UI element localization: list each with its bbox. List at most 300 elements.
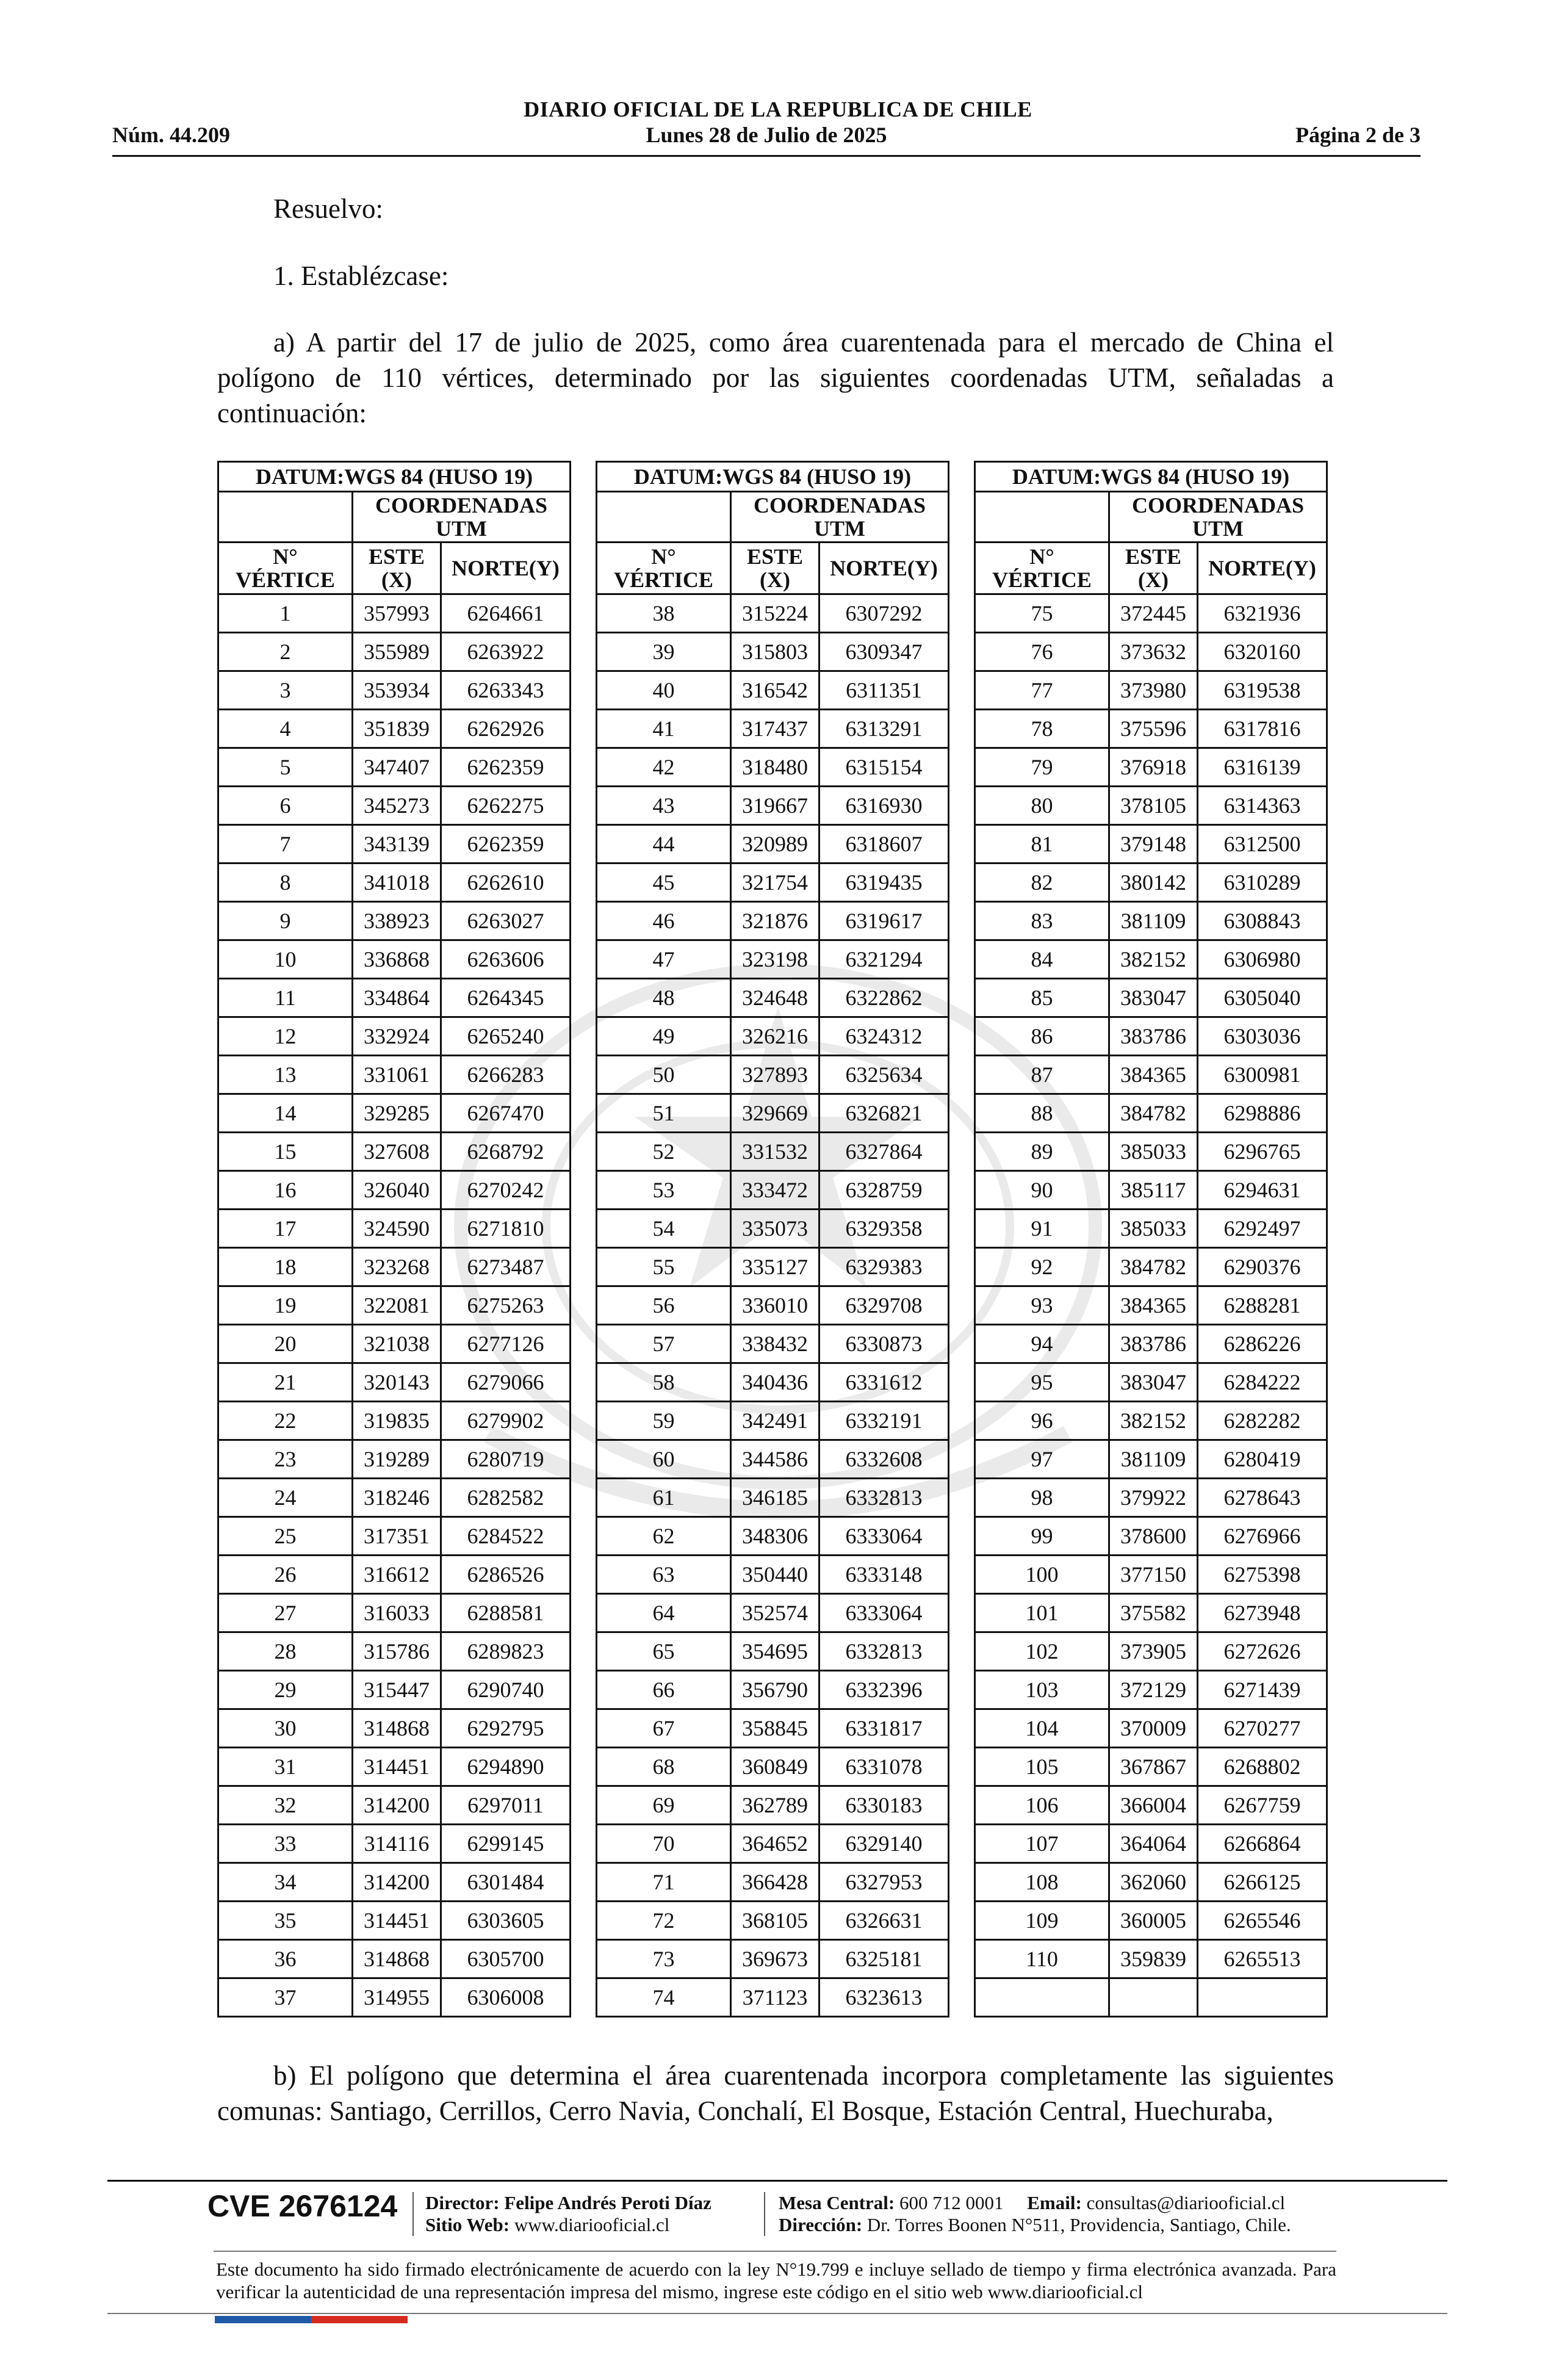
vertex-number-cell: 26 [218, 1556, 353, 1594]
vertex-number-cell: 92 [975, 1248, 1109, 1286]
este-cell: 341018 [353, 864, 441, 902]
este-cell: 324648 [731, 979, 819, 1017]
table-row [975, 1594, 1327, 1632]
este-cell: 315803 [731, 633, 819, 671]
norte-cell: 6282582 [441, 1479, 571, 1517]
norte-cell: 6310289 [1198, 864, 1327, 902]
vertex-header-line1: N° [1029, 544, 1054, 569]
este-cell: 373905 [1109, 1632, 1198, 1671]
vertex-number-cell: 47 [597, 940, 731, 979]
vertex-header-line1: N° [273, 544, 298, 569]
este-cell: 329669 [731, 1094, 819, 1133]
este-cell: 382152 [1109, 940, 1198, 979]
norte-cell: 6325634 [819, 1056, 949, 1094]
signature-notice: Este documento ha sido firmado electrónicamente de acuerdo con la ley N°19.799 e incluye sellado de tiempo y firma electrónica avanzada. Para verificar la autenticidad de una representación impresa del mismo, ingrese este código en el sitio web www.diariooficial.cl [216, 2259, 1336, 2302]
este-cell: 323268 [353, 1248, 441, 1286]
este-cell: 384782 [1109, 1094, 1198, 1133]
vertex-number-cell: 84 [975, 940, 1109, 979]
este-header-line2: (X) [381, 568, 412, 592]
vertex-number-cell: 109 [975, 1902, 1109, 1940]
norte-cell: 6319435 [819, 864, 949, 902]
vertex-number-cell: 8 [218, 864, 353, 902]
norte-cell: 6266125 [1198, 1863, 1327, 1902]
este-cell: 333472 [731, 1171, 819, 1210]
este-cell: 316033 [353, 1594, 441, 1632]
vertex-number-cell: 53 [597, 1171, 731, 1210]
norte-cell: 6292497 [1198, 1210, 1327, 1248]
norte-cell: 6265546 [1198, 1902, 1327, 1940]
norte-cell: 6332396 [819, 1671, 949, 1709]
este-cell: 354695 [731, 1632, 819, 1671]
este-cell: 314868 [353, 1709, 441, 1748]
table-row [218, 1056, 571, 1094]
este-cell: 321038 [353, 1325, 441, 1363]
este-cell: 331532 [731, 1133, 819, 1171]
vertex-number-cell: 40 [597, 671, 731, 710]
coordinates-header [353, 492, 571, 543]
vertex-number-cell: 49 [597, 1017, 731, 1056]
table-row [218, 1325, 571, 1363]
vertex-number-cell: 16 [218, 1171, 353, 1210]
table-row [975, 1133, 1327, 1171]
cve-code: CVE 2676124 [207, 2189, 398, 2223]
norte-cell: 6278643 [1198, 1479, 1327, 1517]
table-row [218, 1440, 571, 1479]
este-cell: 326040 [353, 1171, 441, 1210]
este-cell: 314451 [353, 1748, 441, 1786]
table-row [975, 1940, 1327, 1978]
este-cell: 324590 [353, 1210, 441, 1248]
norte-cell: 6332813 [819, 1632, 949, 1671]
este-cell: 340436 [731, 1363, 819, 1402]
vertex-number-cell: 45 [597, 864, 731, 902]
norte-cell: 6321936 [1198, 594, 1327, 633]
table-row [597, 902, 949, 940]
norte-cell: 6263027 [441, 902, 571, 940]
vertex-number-cell: 25 [218, 1517, 353, 1556]
website-label: Sitio Web: [425, 2214, 510, 2235]
este-header-line1: ESTE [1125, 544, 1182, 569]
este-cell: 321876 [731, 902, 819, 940]
norte-cell [1198, 1978, 1327, 2017]
table-row [597, 940, 949, 979]
vertex-number-cell: 96 [975, 1402, 1109, 1440]
vertex-number-cell: 10 [218, 940, 353, 979]
norte-cell: 6331612 [819, 1363, 949, 1402]
este-cell: 383786 [1109, 1017, 1198, 1056]
norte-cell: 6262926 [441, 710, 571, 748]
vertex-number-cell: 43 [597, 787, 731, 825]
norte-cell: 6305040 [1198, 979, 1327, 1017]
norte-cell: 6331078 [819, 1748, 949, 1786]
table-row [218, 1632, 571, 1671]
vertex-number-cell: 110 [975, 1940, 1109, 1978]
table-row [597, 979, 949, 1017]
table-row [218, 1825, 571, 1863]
vertex-number-cell: 72 [597, 1902, 731, 1940]
vertex-number-cell: 48 [597, 979, 731, 1017]
vertex-number-cell: 70 [597, 1825, 731, 1863]
norte-cell: 6327953 [819, 1863, 949, 1902]
table-row [218, 864, 571, 902]
vertex-number-cell: 94 [975, 1325, 1109, 1363]
norte-cell: 6319617 [819, 902, 949, 940]
footer-contact-block [779, 2192, 1291, 2236]
table-row [218, 710, 571, 748]
table-row [975, 671, 1327, 710]
este-cell: 371123 [731, 1978, 819, 2017]
vertex-number-cell: 33 [218, 1825, 353, 1863]
header-row [112, 122, 1421, 150]
table-row [218, 1286, 571, 1325]
norte-cell: 6264661 [441, 594, 571, 633]
email-link[interactable]: consultas@diariooficial.cl [1086, 2192, 1286, 2213]
este-cell: 369673 [731, 1940, 819, 1978]
vertex-number-cell: 35 [218, 1902, 353, 1940]
table-row [975, 1825, 1327, 1863]
table-row [218, 825, 571, 864]
table-row [975, 1210, 1327, 1248]
norte-cell: 6284222 [1198, 1363, 1327, 1402]
table-row [975, 1863, 1327, 1902]
table-row [218, 1902, 571, 1940]
table-row [218, 1709, 571, 1748]
vertex-number-cell: 38 [597, 594, 731, 633]
table-row [975, 1248, 1327, 1286]
este-cell: 383047 [1109, 979, 1198, 1017]
este-cell: 384365 [1109, 1286, 1198, 1325]
table-row [218, 1402, 571, 1440]
este-cell: 319667 [731, 787, 819, 825]
table-row [597, 671, 949, 710]
este-cell: 331061 [353, 1056, 441, 1094]
norte-cell: 6270242 [441, 1171, 571, 1210]
table-row [975, 864, 1327, 902]
este-cell: 346185 [731, 1479, 819, 1517]
table-row [597, 1171, 949, 1210]
norte-cell: 6305700 [441, 1940, 571, 1978]
table-row [218, 940, 571, 979]
norte-cell: 6290740 [441, 1671, 571, 1709]
vertex-header [597, 543, 731, 594]
table-row [975, 1479, 1327, 1517]
norte-cell: 6288281 [1198, 1286, 1327, 1325]
table-row [597, 1094, 949, 1133]
este-cell: 338923 [353, 902, 441, 940]
este-cell: 377150 [1109, 1556, 1198, 1594]
vertex-number-cell: 44 [597, 825, 731, 864]
norte-cell: 6313291 [819, 710, 949, 748]
table-row [597, 825, 949, 864]
norte-cell: 6266283 [441, 1056, 571, 1094]
norte-cell: 6289823 [441, 1632, 571, 1671]
table-row [597, 864, 949, 902]
vertex-number-cell: 106 [975, 1786, 1109, 1825]
norte-cell: 6292795 [441, 1709, 571, 1748]
table-row [218, 633, 571, 671]
este-cell: 381109 [1109, 1440, 1198, 1479]
este-header [1109, 543, 1198, 594]
vertex-number-cell: 42 [597, 748, 731, 787]
table-row [975, 1440, 1327, 1479]
vertex-number-cell: 65 [597, 1632, 731, 1671]
vertex-number-cell: 104 [975, 1709, 1109, 1748]
table-row [597, 1325, 949, 1363]
vertex-number-cell: 62 [597, 1517, 731, 1556]
vertex-number-cell: 105 [975, 1748, 1109, 1786]
vertex-number-cell: 52 [597, 1133, 731, 1171]
contact-line [779, 2192, 1291, 2214]
table-row [597, 1632, 949, 1671]
norte-cell: 6267759 [1198, 1786, 1327, 1825]
norte-cell: 6328759 [819, 1171, 949, 1210]
website-line [425, 2214, 711, 2236]
este-cell: 373632 [1109, 633, 1198, 671]
este-cell: 364652 [731, 1825, 819, 1863]
norte-cell: 6332813 [819, 1479, 949, 1517]
vertex-number-cell: 5 [218, 748, 353, 787]
table-row [975, 902, 1327, 940]
vertex-number-cell: 100 [975, 1556, 1109, 1594]
este-cell: 367867 [1109, 1748, 1198, 1786]
issue-number: Núm. 44.209 [112, 123, 231, 147]
website-link[interactable]: www.diariooficial.cl [514, 2214, 670, 2235]
table-row [597, 1479, 949, 1517]
table-row [597, 1709, 949, 1748]
table-row [975, 710, 1327, 748]
vertex-number-cell: 74 [597, 1978, 731, 2017]
norte-cell: 6263343 [441, 671, 571, 710]
table-row [218, 1671, 571, 1709]
table-row [597, 1786, 949, 1825]
este-cell: 385033 [1109, 1133, 1198, 1171]
norte-cell: 6273948 [1198, 1594, 1327, 1632]
este-cell: 323198 [731, 940, 819, 979]
table-row [597, 1248, 949, 1286]
este-cell: 343139 [353, 825, 441, 864]
vertex-number-cell: 107 [975, 1825, 1109, 1863]
norte-cell: 6308843 [1198, 902, 1327, 940]
este-cell: 326216 [731, 1017, 819, 1056]
table-row [975, 1671, 1327, 1709]
table-row [597, 1556, 949, 1594]
este-cell: 384782 [1109, 1248, 1198, 1286]
vertex-header [975, 543, 1109, 594]
footer-separator [412, 2192, 414, 2236]
este-cell: 355989 [353, 633, 441, 671]
este-cell: 314868 [353, 1940, 441, 1978]
norte-cell: 6320160 [1198, 633, 1327, 671]
table-row [218, 979, 571, 1017]
norte-cell: 6265513 [1198, 1940, 1327, 1978]
table-body [218, 594, 571, 2017]
vertex-number-cell: 27 [218, 1594, 353, 1632]
publication-title: DIARIO OFICIAL DE LA REPUBLICA DE CHILE [524, 97, 1032, 121]
norte-cell: 6322862 [819, 979, 949, 1017]
norte-cell: 6297011 [441, 1786, 571, 1825]
vertex-number-cell: 7 [218, 825, 353, 864]
vertex-number-cell: 88 [975, 1094, 1109, 1133]
norte-cell: 6321294 [819, 940, 949, 979]
este-header [731, 543, 819, 594]
flag-stripe-blue [215, 2316, 311, 2323]
norte-cell: 6332608 [819, 1440, 949, 1479]
coordinates-header-line2: UTM [436, 516, 487, 541]
table-row [975, 1363, 1327, 1402]
este-cell: 314116 [353, 1825, 441, 1863]
este-cell: 344586 [731, 1440, 819, 1479]
este-cell: 332924 [353, 1017, 441, 1056]
email-label: Email: [1027, 2192, 1082, 2213]
este-cell: 336868 [353, 940, 441, 979]
norte-cell: 6306980 [1198, 940, 1327, 979]
norte-cell: 6280719 [441, 1440, 571, 1479]
este-cell: 322081 [353, 1286, 441, 1325]
este-cell: 381109 [1109, 902, 1198, 940]
este-cell: 345273 [353, 787, 441, 825]
este-cell: 360005 [1109, 1902, 1198, 1940]
empty-header-cell [975, 492, 1109, 543]
norte-cell: 6330873 [819, 1325, 949, 1363]
table-row [597, 1402, 949, 1440]
este-cell: 329285 [353, 1094, 441, 1133]
vertex-number-cell: 24 [218, 1479, 353, 1517]
table-row [597, 1363, 949, 1402]
norte-cell: 6325181 [819, 1940, 949, 1978]
norte-cell: 6329358 [819, 1210, 949, 1248]
vertex-number-cell: 19 [218, 1286, 353, 1325]
table-row [975, 1902, 1327, 1940]
norte-cell: 6271439 [1198, 1671, 1327, 1709]
table-row [218, 1248, 571, 1286]
este-header [353, 543, 441, 594]
table-row [218, 1171, 571, 1210]
vertex-number-cell: 76 [975, 633, 1109, 671]
table-row [975, 1556, 1327, 1594]
vertex-number-cell: 58 [597, 1363, 731, 1402]
este-cell: 336010 [731, 1286, 819, 1325]
norte-cell: 6268792 [441, 1133, 571, 1171]
table-row [218, 1940, 571, 1978]
table-row [975, 1094, 1327, 1133]
page-number: Página 2 de 3 [1295, 123, 1421, 147]
table-row [597, 1671, 949, 1709]
norte-cell: 6323613 [819, 1978, 949, 2017]
norte-cell: 6279902 [441, 1402, 571, 1440]
norte-cell: 6311351 [819, 671, 949, 710]
este-cell: 315447 [353, 1671, 441, 1709]
vertex-number-cell: 86 [975, 1017, 1109, 1056]
norte-cell: 6329708 [819, 1286, 949, 1325]
coordinates-header [731, 492, 949, 543]
vertex-number-cell: 36 [218, 1940, 353, 1978]
vertex-number-cell: 57 [597, 1325, 731, 1363]
vertex-number-cell: 99 [975, 1517, 1109, 1556]
coordinates-table-2 [596, 461, 949, 2018]
este-cell: 352574 [731, 1594, 819, 1632]
director-name: Felipe Andrés Peroti Díaz [504, 2192, 711, 2213]
norte-cell: 6309347 [819, 633, 949, 671]
table-row [975, 825, 1327, 864]
table-row [218, 1094, 571, 1133]
coordinates-table-1 [217, 461, 571, 2018]
este-cell: 318480 [731, 748, 819, 787]
table-row [975, 1017, 1327, 1056]
vertex-number-cell: 108 [975, 1863, 1109, 1902]
director-line [425, 2192, 711, 2214]
vertex-number-cell: 67 [597, 1709, 731, 1748]
este-cell: 375582 [1109, 1594, 1198, 1632]
table-row [218, 748, 571, 787]
vertex-number-cell: 41 [597, 710, 731, 748]
table-row [597, 1825, 949, 1863]
vertex-number-cell: 77 [975, 671, 1109, 710]
norte-cell: 6316930 [819, 787, 949, 825]
norte-cell: 6294890 [441, 1748, 571, 1786]
norte-cell: 6282282 [1198, 1402, 1327, 1440]
vertex-number-cell: 90 [975, 1171, 1109, 1210]
mesa-value: 600 712 0001 [899, 2192, 1004, 2213]
address-line [779, 2214, 1291, 2236]
vertex-number-cell: 56 [597, 1286, 731, 1325]
este-cell: 384365 [1109, 1056, 1198, 1094]
table-row [597, 748, 949, 787]
este-cell: 334864 [353, 979, 441, 1017]
norte-cell: 6312500 [1198, 825, 1327, 864]
vertex-header-line1: N° [651, 544, 676, 569]
este-cell: 321754 [731, 864, 819, 902]
norte-cell: 6303036 [1198, 1017, 1327, 1056]
este-cell: 378600 [1109, 1517, 1198, 1556]
footer-director-block [425, 2192, 711, 2236]
norte-cell: 6280419 [1198, 1440, 1327, 1479]
este-cell: 338432 [731, 1325, 819, 1363]
este-cell: 372445 [1109, 594, 1198, 633]
este-cell: 385033 [1109, 1210, 1198, 1248]
table-row [975, 1402, 1327, 1440]
vertex-number-cell: 4 [218, 710, 353, 748]
norte-cell: 6330183 [819, 1786, 949, 1825]
vertex-number-cell: 13 [218, 1056, 353, 1094]
norte-cell: 6300981 [1198, 1056, 1327, 1094]
norte-cell: 6266864 [1198, 1825, 1327, 1863]
este-header-line2: (X) [1138, 568, 1169, 592]
norte-cell: 6327864 [819, 1133, 949, 1171]
norte-header: NORTE(Y) [819, 543, 949, 594]
este-cell: 315224 [731, 594, 819, 633]
vertex-number-cell: 39 [597, 633, 731, 671]
table-row [218, 671, 571, 710]
este-cell: 370009 [1109, 1709, 1198, 1748]
table-body [975, 594, 1327, 2017]
table-row [218, 1363, 571, 1402]
este-cell: 317351 [353, 1517, 441, 1556]
coordinates-table-3 [974, 461, 1328, 2018]
table-row [975, 594, 1327, 633]
norte-cell: 6288581 [441, 1594, 571, 1632]
vertex-number-cell: 101 [975, 1594, 1109, 1632]
este-cell: 335127 [731, 1248, 819, 1286]
table-row [597, 787, 949, 825]
table-row [597, 1748, 949, 1786]
este-cell: 316542 [731, 671, 819, 710]
vertex-number-cell: 82 [975, 864, 1109, 902]
table-row [975, 1325, 1327, 1363]
table-row [218, 1594, 571, 1632]
norte-cell: 6286526 [441, 1556, 571, 1594]
vertex-number-cell: 98 [975, 1479, 1109, 1517]
table-row [597, 1978, 949, 2017]
